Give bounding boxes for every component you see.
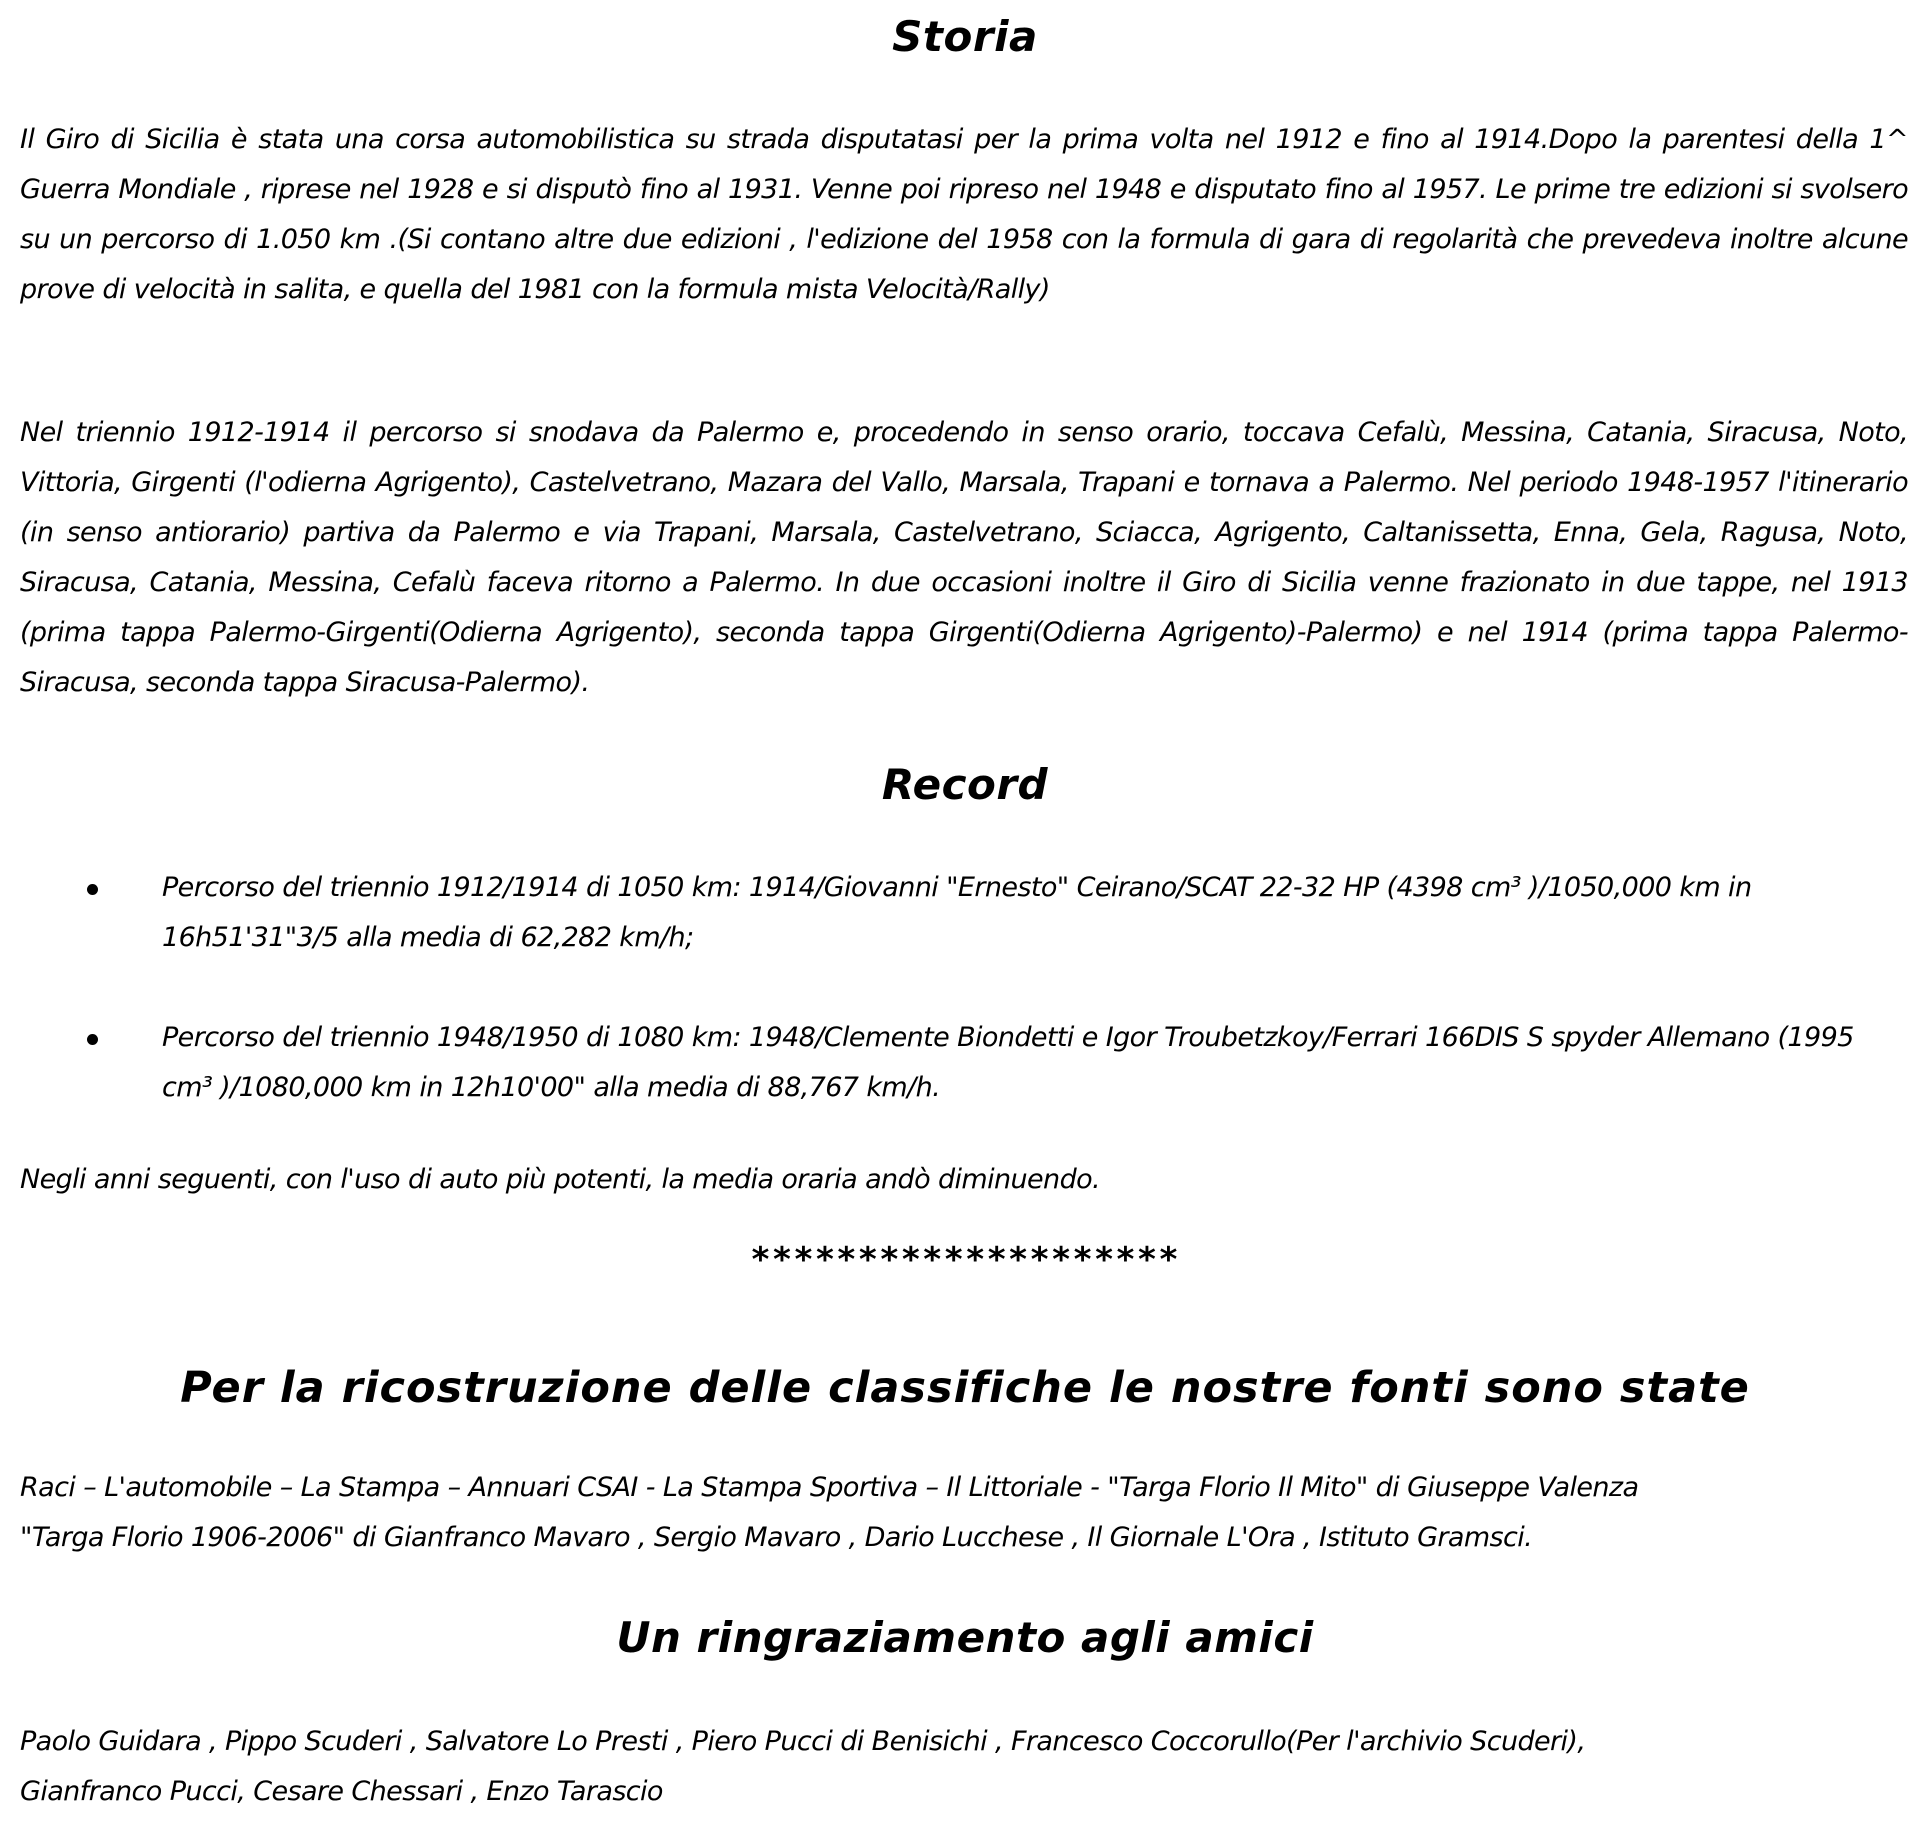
storia-paragraph-1: Il Giro di Sicilia è stata una corsa automobilistica su strada disputatasi per la prima volta nel 1912 e fino al 1914.Dopo la parentesi della 1^ Guerra Mondiale , riprese nel 1928 e si disputò fino al 1931. Venne poi ripreso nel 1948 e disputato fino al 1957. Le prime tre edizioni si svolsero su un percorso di 1.050 km .(Si contano altre due edizioni , l'edizione del 1958 con la formula di gara di regolarità che prevedeva inoltre alcune prove di velocità in salita, e quella del 1981 con la formula mista Velocità/Rally) [20,124,1908,305]
record-note: Negli anni seguenti, con l'uso di auto più potenti, la media oraria andò diminuendo. [20,1164,1101,1195]
record-item-text: Percorso del triennio 1912/1914 di 1050 km: 1914/Giovanni "Ernesto" Ceirano/SCAT 22-32 HP (4398 cm³ )/1050,000 km in 16h51'31"3/5 alla media di 62,282 km/h; [162,872,1752,953]
fonti-line-1: Raci – L'automobile – La Stampa – Annuari CSAI - La Stampa Sportiva – Il Littoriale - "Targa Florio Il Mito" di Giuseppe Valenza [20,1472,1639,1503]
storia-paragraph-2: Nel triennio 1912-1914 il percorso si snodava da Palermo e, procedendo in senso orario, toccava Cefalù, Messina, Catania, Siracusa, Noto, Vittoria, Girgenti (l'odierna Agrigento), Castelvetrano, Mazara del Vallo, Marsala, Trapani e tornava a Palermo. Nel periodo 1948-1957 l'itinerario (in senso antiorario) partiva da Palermo e via Trapani, Marsala, Castelvetrano, Sciacca, Agrigento, Caltanissetta, Enna, Gela, Ragusa, Noto, Siracusa, Catania, Messina, Cefalù faceva ritorno a Palermo. In due occasioni inoltre il Giro di Sicilia venne frazionato in due tappe, nel 1913 (prima tappa Palermo-Girgenti(Odierna Agrigento), seconda tappa Girgenti(Odierna Agrigento)-Palermo) e nel 1914 (prima tappa Palermo-Siracusa, seconda tappa Siracusa-Palermo). [20,417,1908,698]
record-item-text: Percorso del triennio 1948/1950 di 1080 km: 1948/Clemente Biondetti e Igor Troubetzkoy/Ferrari 166DIS S spyder Allemano (1995 cm³ )/1080,000 km in 12h10'00" alla media di 88,767 km/h. [162,1022,1854,1103]
heading-record: Record [881,760,1049,809]
amici-line-1: Paolo Guidara , Pippo Scuderi , Salvatore Lo Presti , Piero Pucci di Benisichi , Francesco Coccorullo(Per l'archivio Scuderi), [20,1726,1586,1757]
fonti-line-2: "Targa Florio 1906-2006" di Gianfranco Mavaro , Sergio Mavaro , Dario Lucchese , Il Giornale L'Ora , Istituto Gramsci. [20,1522,1533,1553]
bullet-icon [87,884,98,895]
heading-fonti: Per la ricostruzione delle classifiche le nostre fonti sono state [180,1363,1750,1413]
heading-amici: Un ringraziamento agli amici [616,1613,1314,1662]
record-item [20,1013,1908,1113]
amici-line-2: Gianfranco Pucci, Cesare Chessari , Enzo Tarascio [20,1776,663,1807]
record-item [20,863,1908,963]
fonti-text [20,1463,1908,1563]
asterisk-separator: ******************** [750,1240,1180,1280]
record-list [20,863,1908,1163]
amici-text [20,1717,1908,1817]
bullet-icon [87,1034,98,1045]
heading-storia: Storia [892,12,1038,61]
